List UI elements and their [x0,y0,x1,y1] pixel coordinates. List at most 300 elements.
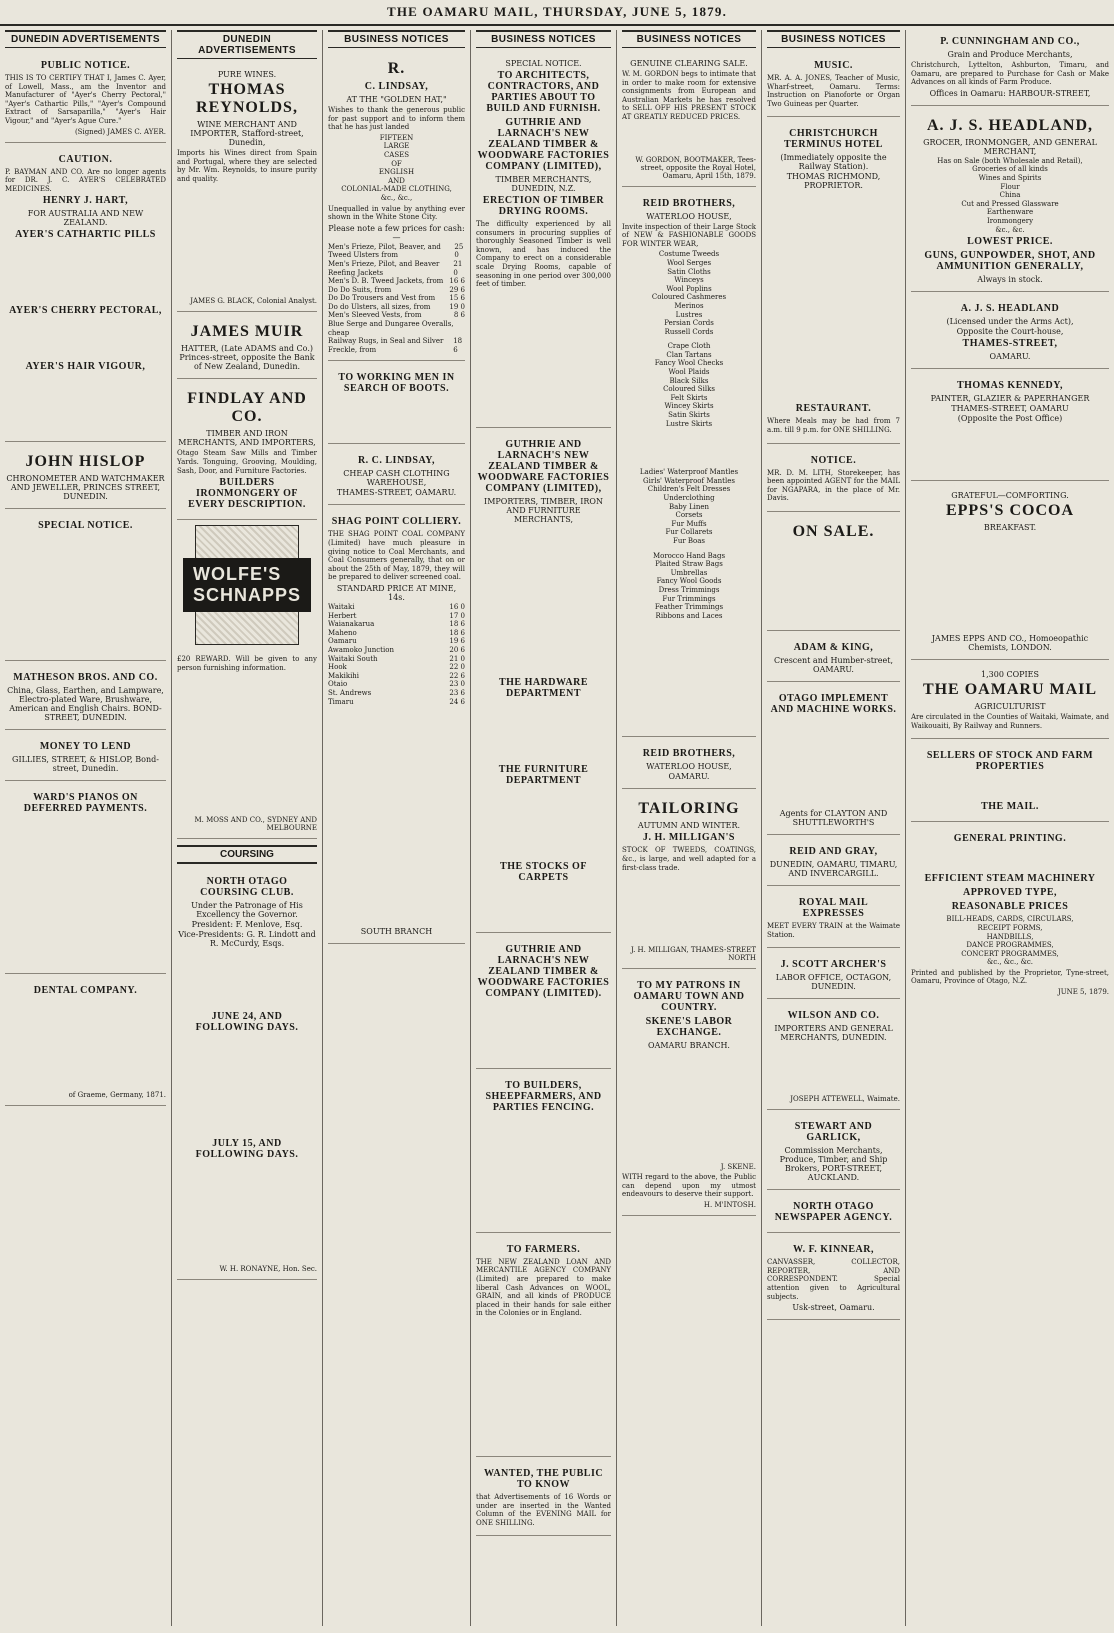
advert-title: TO WORKING MEN IN SEARCH OF BOOTS. [338,372,455,395]
advert-body: MR. A. A. JONES, Teacher of Music, Wharf-street, Oamaru. Terms: Instruction on Pianoforte or Organ Two Guineas per Quarter. [767,74,900,108]
advert-subtitle: IMPORTERS AND GENERAL MERCHANTS, DUNEDIN. [774,1024,893,1043]
list-item: ENGLISH [378,168,415,177]
advert-signature: SOUTH BRANCH [360,927,433,937]
list-item: Coloured Cashmeres [651,293,727,302]
advert-title: P. CUNNINGHAM AND CO., [940,36,1080,47]
advert-subtitle: Grain and Produce Merchants, [947,50,1073,59]
advert-title: TO FARMERS. [506,1243,581,1255]
text-block [5,375,166,435]
text-block [622,124,756,154]
advert-music [767,54,900,117]
text-block [5,243,166,303]
advert-title: TO BUILDERS, SHEEPFARMERS, AND PARTIES FENCING. [485,1079,602,1113]
advert-title: REID AND GRAY, [789,845,878,857]
advert-implement-works [767,687,900,835]
advert-guthrie [476,54,611,428]
text-block [622,428,756,468]
advert-title: R. C. LINDSAY, [357,455,436,467]
list-item: Black Silks [669,376,709,385]
advert-signature: W. H. RONAYNE, Hon. Sec. [219,1265,317,1274]
advert-kicker: SPECIAL NOTICE. [505,59,582,68]
advert-title: W. F. KINNEAR, [793,1244,874,1256]
list-item: AND [388,176,405,185]
rate-row: Awamoko Junction 20 6 [328,645,465,654]
advert-boots [328,366,465,444]
advert-wanted [476,1462,611,1536]
advert-pianos [5,786,166,974]
advert-title: NOTICE. [810,454,857,466]
advert-epps [911,486,1109,660]
advert-prices: REASONABLE PRICES [951,901,1069,913]
list-item: Morocco Hand Bags [652,551,726,560]
list-item: BILL-HEADS, CARDS, CIRCULARS, [946,915,1074,924]
advert-kennedy [911,374,1109,481]
advert-machinery: EFFICIENT STEAM MACHINERY [924,873,1096,885]
advert-price: LOWEST PRICE. [967,236,1053,248]
rate-row: Timaru 24 6 [328,697,465,706]
advert-company: GUTHRIE AND LARNACH'S NEW ZEALAND TIMBER & WOODWARE FACTORIES COMPANY (LIMITED), [477,438,610,494]
advert-title: CHRISTCHURCH TERMINUS HOTEL [784,128,883,151]
advert-reid-2 [622,742,756,789]
advert-lindsay-2 [328,449,465,505]
advert-subtitle: (Licensed under the Arms Act), [946,317,1074,327]
advert-title: ROYAL MAIL EXPRESSES [798,896,869,919]
list-item: Merinos [674,301,704,310]
advert-public-notice [5,54,166,143]
advert-subtitle: WINE MERCHANT AND IMPORTER, Stafford-street, Dunedin, [190,120,304,147]
text-block [911,424,1109,474]
advert-subtitle: DUNEDIN, OAMARU, TIMARU, AND INVERCARGILL. [769,859,898,878]
text-block [177,185,317,295]
advert-body: CHRONOMETER AND WATCHMAKER AND JEWELLER, PRINCES STREET, DUNEDIN. [6,474,165,502]
column-5 [617,30,762,1626]
advert-kicker: 1,300 COPIES [981,670,1039,680]
advert-tail: THE MAIL. [981,801,1039,813]
rates-heading: STANDARD PRICE AT MINE, 14s. [336,584,457,602]
advert-signature: J. H. MILLIGAN, THAMES-STREET NORTH [630,946,756,963]
advert-body: THE SHAG POINT COAL COMPANY (Limited) have much pleasure in giving notice to Coal Merchants, and Coal Consumers generally, that on or about the 25th of May, 1879, they will be prepared to deliver screened coal. [328,530,465,582]
advert-title: WILSON AND CO. [787,1010,880,1022]
advert-farmers [476,1238,611,1457]
list-item: Dress Trimmings [658,585,720,594]
advert-title: TAILORING [638,800,740,818]
text-block [767,544,900,624]
advert-body: The difficulty experienced by all consumers in procuring supplies of thoroughly Seasoned Timber is well known, and has induced the Company to erect on a considerable scale Drying Rooms, capable of seasoning in one period over 300,000 feet of timber. [476,220,611,289]
schnapps-illustration-text: WOLFE'S SCHNAPPS [183,558,311,612]
advert-body: Wishes to thank the generous public for past support and to inform them that he has just landed [328,106,465,132]
advert-type: APPROVED TYPE, [962,887,1058,899]
advert-title: DENTAL COMPANY. [33,985,138,997]
advert-lindsay [328,54,465,361]
column-4 [471,30,617,1626]
advert-money [5,735,166,781]
advert-body: Imports his Wines direct from Spain and Portugal, where they are selected by Mr. Wm. Reynolds, to insure purity and quality. [177,149,317,183]
advert-subtitle: AYER'S CHERRY PECTORAL, [9,305,162,317]
advert-signature: JAMES G. BLACK, Colonial Analyst. [190,297,317,306]
advert-title: C. LINDSAY, [364,81,429,92]
advert-subtitle: Commission Merchants, Produce, Timber, and Ship Brokers, PORT-STREET, AUCKLAND. [779,1146,888,1183]
advert-title: SHAG POINT COLLIERY. [331,516,462,528]
list-item: Earthenware [986,208,1034,217]
advert-reid-gray [767,840,900,886]
advert-body: Where Meals may be had from 7 a.m. till 9 p.m. for ONE SHILLING. [767,417,900,434]
list-item: Lustres [675,310,703,319]
advert-subtitle: TIMBER AND IRON MERCHANTS, AND IMPORTERS, [178,429,316,448]
price-row: Do Do Trousers and Vest from 15 6 [328,294,465,303]
advert-subtitle: CHEAP CASH CLOTHING WAREHOUSE, [343,469,450,488]
advert-subtitle: LABOR OFFICE, OCTAGON, DUNEDIN. [775,973,892,992]
advert-kicker: GRATEFUL—COMFORTING. [951,491,1069,501]
advert-list [328,134,465,203]
list-item: HANDBILLS, [986,932,1034,941]
list-item: Clan Tartans [666,350,712,359]
advert-reynolds [177,65,317,312]
text-block [5,999,166,1089]
advert-body: Christchurch, Lyttelton, Ashburton, Timaru, and Oamaru, are prepared to Purchase for Cash or Make Advances on all kinds of Farm Produce. [911,61,1109,87]
rate-row: Oamaru 19 6 [328,637,465,646]
goods-list [911,157,1109,234]
advert-restaurant: RESTAURANT. [795,403,872,415]
advert-body: GILLIES, STREET, & HISLOP, Bond-street, Dunedin. [12,755,159,774]
advert-subtitle: PAINTER, GLAZIER & PAPERHANGER [930,394,1090,404]
list-item: Ladies' Waterproof Mantles [639,468,739,477]
text-block [328,397,465,437]
advert-kicker: GENUINE CLEARING SALE. [630,59,748,68]
rate-row: Otaio 23 0 [328,680,465,689]
text-block [767,718,900,808]
advert-archer [767,953,900,999]
advert-title: REID BROTHERS, [642,748,736,760]
advert-title: THE OAMARU MAIL [922,681,1098,699]
masthead-rule [0,24,1114,26]
advert-guthrie-3 [476,938,611,1069]
price-row: Do do Ulsters, all sizes, from 19 0 [328,302,465,311]
list-item: RECEIPT FORMS, [977,923,1043,932]
advert-place: THAMES-STREET, OAMARU. [336,488,457,498]
list-item: Fur Muffs [671,519,707,528]
advert-guthrie-2 [476,433,611,933]
advert-newspaper-agency [767,1195,900,1233]
list-item: LARGE [383,142,410,151]
text-block [911,775,1109,799]
advert-body: THE NEW ZEALAND LOAN AND MERCANTILE AGENCY COMPANY (Limited) are prepared to make liberal Cash Advances on WOOL, GRAIN, and all kinds of PRODUCE placed in their hands for sale either in the Colonies or in England. [476,1257,611,1318]
price-row: Do Do Suits, from 29 6 [328,285,465,294]
advert-printing [911,827,1109,1002]
list-item: Wool Poplins [666,284,712,293]
list-item: FIFTEEN [379,133,414,142]
text-block [476,291,611,421]
text-block [476,1002,611,1062]
list-item: Crape Cloth [667,342,711,351]
list-item: Lustre Skirts [665,419,713,428]
advert-coursing-club [177,870,317,1280]
list-item: Wool Serges [666,258,712,267]
text-block [5,817,166,967]
advert-gordon [622,54,756,187]
column-6 [762,30,906,1626]
advert-subtitle: AT THE "GOLDEN HAT," [346,95,447,104]
column-header: BUSINESS NOTICES [476,30,611,48]
price-row: Men's Sleeved Vests, from 8 6 [328,311,465,320]
list-item: Groceries of all kinds [972,165,1048,174]
list-item: Children's Felt Dresses [647,485,731,494]
list-item: Winceys [674,276,704,285]
list-item: Wincey Skirts [664,402,714,411]
advert-cunningham [911,30,1109,106]
advert-company: GUTHRIE AND LARNACH'S NEW ZEALAND TIMBER & WOODWARE FACTORIES COMPANY (LIMITED). [477,943,610,999]
advert-signature: (Signed) JAMES C. AYER. [74,127,166,136]
advert-town: OAMARU. [989,352,1031,362]
advert-title: STEWART AND GARLICK, [794,1121,873,1144]
advert-title: MONEY TO LEND [39,741,132,753]
advert-title: J. SCOTT ARCHER'S [780,959,887,971]
advert-subtitle-2: (Opposite the Post Office) [957,414,1063,424]
advert-body: £20 REWARD. Will be given to any person furnishing information. [177,655,317,672]
list-item: Wool Plaids [668,368,710,377]
advert-region: FOR AUSTRALIA AND NEW ZEALAND. [27,209,144,228]
text-block [622,1051,756,1161]
advert-royal-mail [767,891,900,948]
advert-subtitle: AGRICULTURIST [974,702,1046,712]
list-item: China [999,191,1021,200]
printing-list [911,915,1109,967]
advert-guns: GUNS, GUNPOWDER, SHOT, AND AMMUNITION GENERALLY, [924,250,1096,273]
text-block [911,533,1109,633]
advert-subtitle: SKENE'S LABOR EXCHANGE. [645,1016,733,1039]
text-block [476,1320,611,1450]
advert-wilson [767,1004,900,1110]
list-item: Fur Collarets [665,528,713,537]
advert-title: WANTED, THE PUBLIC TO KNOW [483,1467,604,1490]
advert-kinnear [767,1238,900,1320]
advert-reward [177,649,317,839]
column-header: BUSINESS NOTICES [622,30,756,48]
advert-shag-point [328,510,465,944]
advert-adam-king [767,636,900,682]
column-7 [906,30,1114,1626]
list-item: Fur Trimmings [662,594,716,603]
advert-body: THIS IS TO CERTIFY THAT I, James C. Ayer, of Lowell, Mass., am the Inventor and Manufacturer of "Ayer's Cherry Pectoral," "Ayer's Cathartic Pills," "Ayer's Compound Extract of Sarsaparilla," "Ayer's Hair Vigour," and "Ayer's Ague Cure." [5,74,166,125]
advert-place: OAMARU. [668,772,710,782]
advert-title: NORTH OTAGO NEWSPAPER AGENCY. [774,1201,893,1224]
advert-place: Usk-street, Oamaru. [792,1303,875,1313]
advert-title: GENERAL PRINTING. [953,833,1067,845]
printer-footer: Printed and published by the Proprietor, Tyne-street, Oamaru, Province of Otago, N.Z. [911,968,1109,986]
list-item: Fancy Wool Checks [654,359,724,368]
advert-title: A. J. S. HEADLAND, [926,116,1093,134]
advert-extra: BUILDERS IRONMONGERY OF EVERY DESCRIPTION. [188,477,306,511]
text-block [767,1043,900,1093]
advert-place: THAMES-STREET, OAMARU [951,404,1069,414]
advert-title: TO MY PATRONS IN OAMARU TOWN AND COUNTRY. [633,980,745,1014]
advert-signature: M. MOSS AND CO., SYDNEY AND MELBOURNE [194,816,317,833]
advert-title: MATHESON BROS. AND CO. [13,672,158,684]
advert-findlay [177,384,317,520]
text-block [177,674,317,814]
column-header: BUSINESS NOTICES [328,30,465,48]
advert-oamaru-mail [911,665,1109,739]
list-item: Ironmongery [986,216,1034,225]
price-list-heading: Please note a few prices for cash:— [328,223,465,242]
advert-title: SELLERS OF STOCK AND FARM PROPERTIES [926,750,1094,773]
advert-department: THE FURNITURE DEPARTMENT [498,763,589,786]
goods-list [622,342,756,428]
text-block [767,191,900,401]
list-item: Ribbons and Laces [655,611,723,620]
list-item: Girls' Waterproof Mantles [643,476,735,485]
advert-company: GUTHRIE AND LARNACH'S NEW ZEALAND TIMBER & WOODWARE FACTORIES COMPANY (LIMITED), [477,117,610,172]
advert-subtitle: Under the Patronage of His Excellency the Governor. [191,901,303,920]
text-block [476,886,611,926]
advert-subtitle: AYER'S HAIR VIGOUR, [25,361,146,373]
list-item: Persian Cords [664,319,714,328]
price-list [328,243,465,355]
list-item: Coloured Silks [663,385,715,394]
advert-stewart-garlick [767,1115,900,1190]
advert-kicker: PURE WINES. [217,70,277,79]
advert-caution [5,148,166,443]
advert-body: Invite inspection of their Large Stock of NEW & FASHIONABLE GOODS FOR WINTER WEAR, [622,222,756,248]
list-item: Costume Tweeds [658,250,720,259]
advert-matheson [5,666,166,730]
advert-subtitle: GROCER, IRONMONGER, AND GENERAL MERCHANT, [923,137,1097,156]
club-vice-presidents: Vice-Presidents: G. R. Lindott and R. McCurdy, Esqs. [178,930,316,949]
club-president: President: F. Menlove, Esq. [191,920,303,930]
advert-hislop [5,447,166,509]
advert-subtitle: IMPORTERS, TIMBER, IRON AND FURNITURE MERCHANTS, [484,496,603,524]
goods-list [622,250,756,336]
list-item: Baby Linen [668,502,710,511]
advert-place: Offices in Oamaru: HARBOUR-STREET, [929,88,1091,98]
advert-title: JOHN HISLOP [25,453,146,471]
advert-department: THE STOCKS OF CARPETS [500,860,587,883]
list-item: Underclothing [663,494,715,502]
rate-row: Maheno 18 6 [328,628,465,637]
advert-branch: OAMARU BRANCH. [648,1041,730,1051]
advert-title: THOMAS REYNOLDS, [196,81,298,116]
advert-notice [767,449,900,512]
advert-reid [622,192,756,738]
advert-special-notice [5,514,166,661]
text-block [622,874,756,944]
advert-title: WARD'S PIANOS ON DEFERRED PAYMENTS. [23,792,148,815]
list-item: Feather Trimmings [654,603,724,612]
advert-title: MUSIC. [814,60,853,71]
rate-row: Waianakarua 18 6 [328,620,465,629]
goods-list [622,468,756,545]
list-item: CASES [383,150,410,159]
advert-title: SPECIAL NOTICE. [38,520,133,532]
advert-body: CANVASSER, COLLECTOR, REPORTER, AND CORRESPONDENT. Special attention given to Agricultural subjects. [767,1258,900,1301]
rate-row: Waitaki 16 0 [328,603,465,611]
advert-title: EPPS'S COCOA [945,502,1074,520]
text-block [622,620,756,730]
advert-sellers [911,744,1109,822]
advert-subtitle: WATERLOO HOUSE, [646,211,732,221]
advert-title: JAMES MUIR [190,323,304,341]
advert-stock: Always in stock. [977,275,1043,285]
club-days: JULY 15, AND FOLLOWING DAYS. [195,1138,299,1161]
advert-milligan [622,794,756,969]
advert-title: THOMAS KENNEDY, [956,380,1064,392]
list-item: Wines and Spirits [978,173,1042,182]
rate-row: Waitaki South 21 0 [328,654,465,663]
price-row: Men's Frieze, Pilot, Beaver, and Tweed Ulsters from 25 0 [328,242,464,260]
text-block [476,525,611,675]
advert-skene [622,974,756,1216]
advert-initial: R. [387,60,406,77]
advert-erect: ERECTION OF TIMBER DRYING ROOMS. [482,195,605,217]
text-block [476,789,611,859]
advert-department: THE HARDWARE DEPARTMENT [498,676,589,699]
advert-body: P. BAYMAN AND CO. Are no longer agents for DR. J. C. AYER'S CELEBRATED MEDICINES. [5,167,166,193]
advert-tail: Unequalled in value by anything ever shown in the White Stone City. [328,204,465,222]
advert-signature: JAMES EPPS AND CO., Homoeopathic Chemists, LONDON. [931,634,1089,653]
list-item: Has on Sale (both Wholesale and Retail), [937,156,1083,165]
advert-place: Opposite the Court-house, [956,327,1064,337]
advert-agent: HENRY J. HART, [42,195,129,207]
advert-body: that Advertisements of 16 Words or under are inserted in the Wanted Column of the EVENING MAIL for ONE SHILLING. [476,1492,611,1527]
text-block [177,949,317,1009]
advert-proprietor: THOMAS RICHMOND, PROPRIETOR. [786,172,881,191]
list-item: COLONIAL-MADE CLOTHING, [341,185,452,194]
advert-body: China, Glass, Earthen, and Lampware, Electro-plated Ware, Brushware, American and English Chairs. BOND-STREET, DUNEDIN. [7,686,164,723]
list-item: Flour [1000,182,1020,191]
advert-body: MR. D. M. LITH, Storekeeper, has been appointed AGENT for the MAIL for NGAPARA, in the place of Mr. Davis. [767,468,900,503]
list-item: &c., &c., [380,193,413,202]
advert-title: ADAM & KING, [793,641,874,653]
price-row: Men's D. B. Tweed Jackets, from 16 6 [328,277,465,286]
price-row: Blue Serge and Dungaree Overalls, cheap [328,320,454,337]
list-item: Satin Cloths [667,267,711,276]
advert-subtitle: BREAKFAST. [983,523,1037,533]
column-1 [0,30,172,1626]
advert-body: STOCK OF TWEEDS, COATINGS, &c., is large, and well adapted for a first-class trade. [622,846,756,872]
advert-subtitle: AYER'S CATHARTIC PILLS [15,229,156,241]
advert-body: Otago Steam Saw Mills and Timber Yards. Tonguing, Grooving, Moulding, Sash, Door, and Furniture Factories. [177,449,317,475]
advert-on-sale [767,517,900,631]
text-block [328,706,465,926]
advert-hotel [767,122,900,443]
advert-signature: J. SKENE. [720,1163,756,1172]
column-2 [172,30,323,1626]
rate-row: Makikihi 22 6 [328,671,465,680]
advert-body: MEET EVERY TRAIN at the Waimate Station. [767,921,900,939]
list-item: &c., &c. [995,225,1025,234]
goods-list [622,552,756,621]
advert-body: Are circulated in the Counties of Waitaki, Waimate, and Waikouaiti, By Railway and Runners. [911,713,1109,730]
price-row: Men's Frieze, Pilot, and Beaver Reefing Jackets 21 0 [328,259,463,277]
advert-title: REID BROTHERS, [642,197,736,209]
list-item: CONCERT PROGRAMMES, [961,949,1059,958]
price-row: Railway Rugs, in Seal and Silver Freckle, from 18 6 [328,337,463,354]
advert-builders [476,1074,611,1233]
advert-title: A. J. S. HEADLAND [960,303,1060,315]
advert-agents: Agents for CLAYTON AND SHUTTLEWORTH'S [779,808,888,827]
list-item: Cut and Pressed Glassware [961,199,1059,208]
advert-dental [5,979,166,1106]
advert-signature: H. M'INTOSH. [703,1200,756,1209]
text-block [177,1036,317,1136]
advert-signature: of Graeme, Germany, 1871. [68,1091,166,1100]
section-title: COURSING [177,845,317,864]
issue-date: JUNE 5, 1879. [1057,988,1109,997]
list-item: Corsets [675,511,703,520]
text-block [5,319,166,359]
list-item: Fancy Wool Goods [656,577,722,586]
text-block [5,534,166,654]
column-header: DUNEDIN ADVERTISEMENTS [177,30,317,59]
